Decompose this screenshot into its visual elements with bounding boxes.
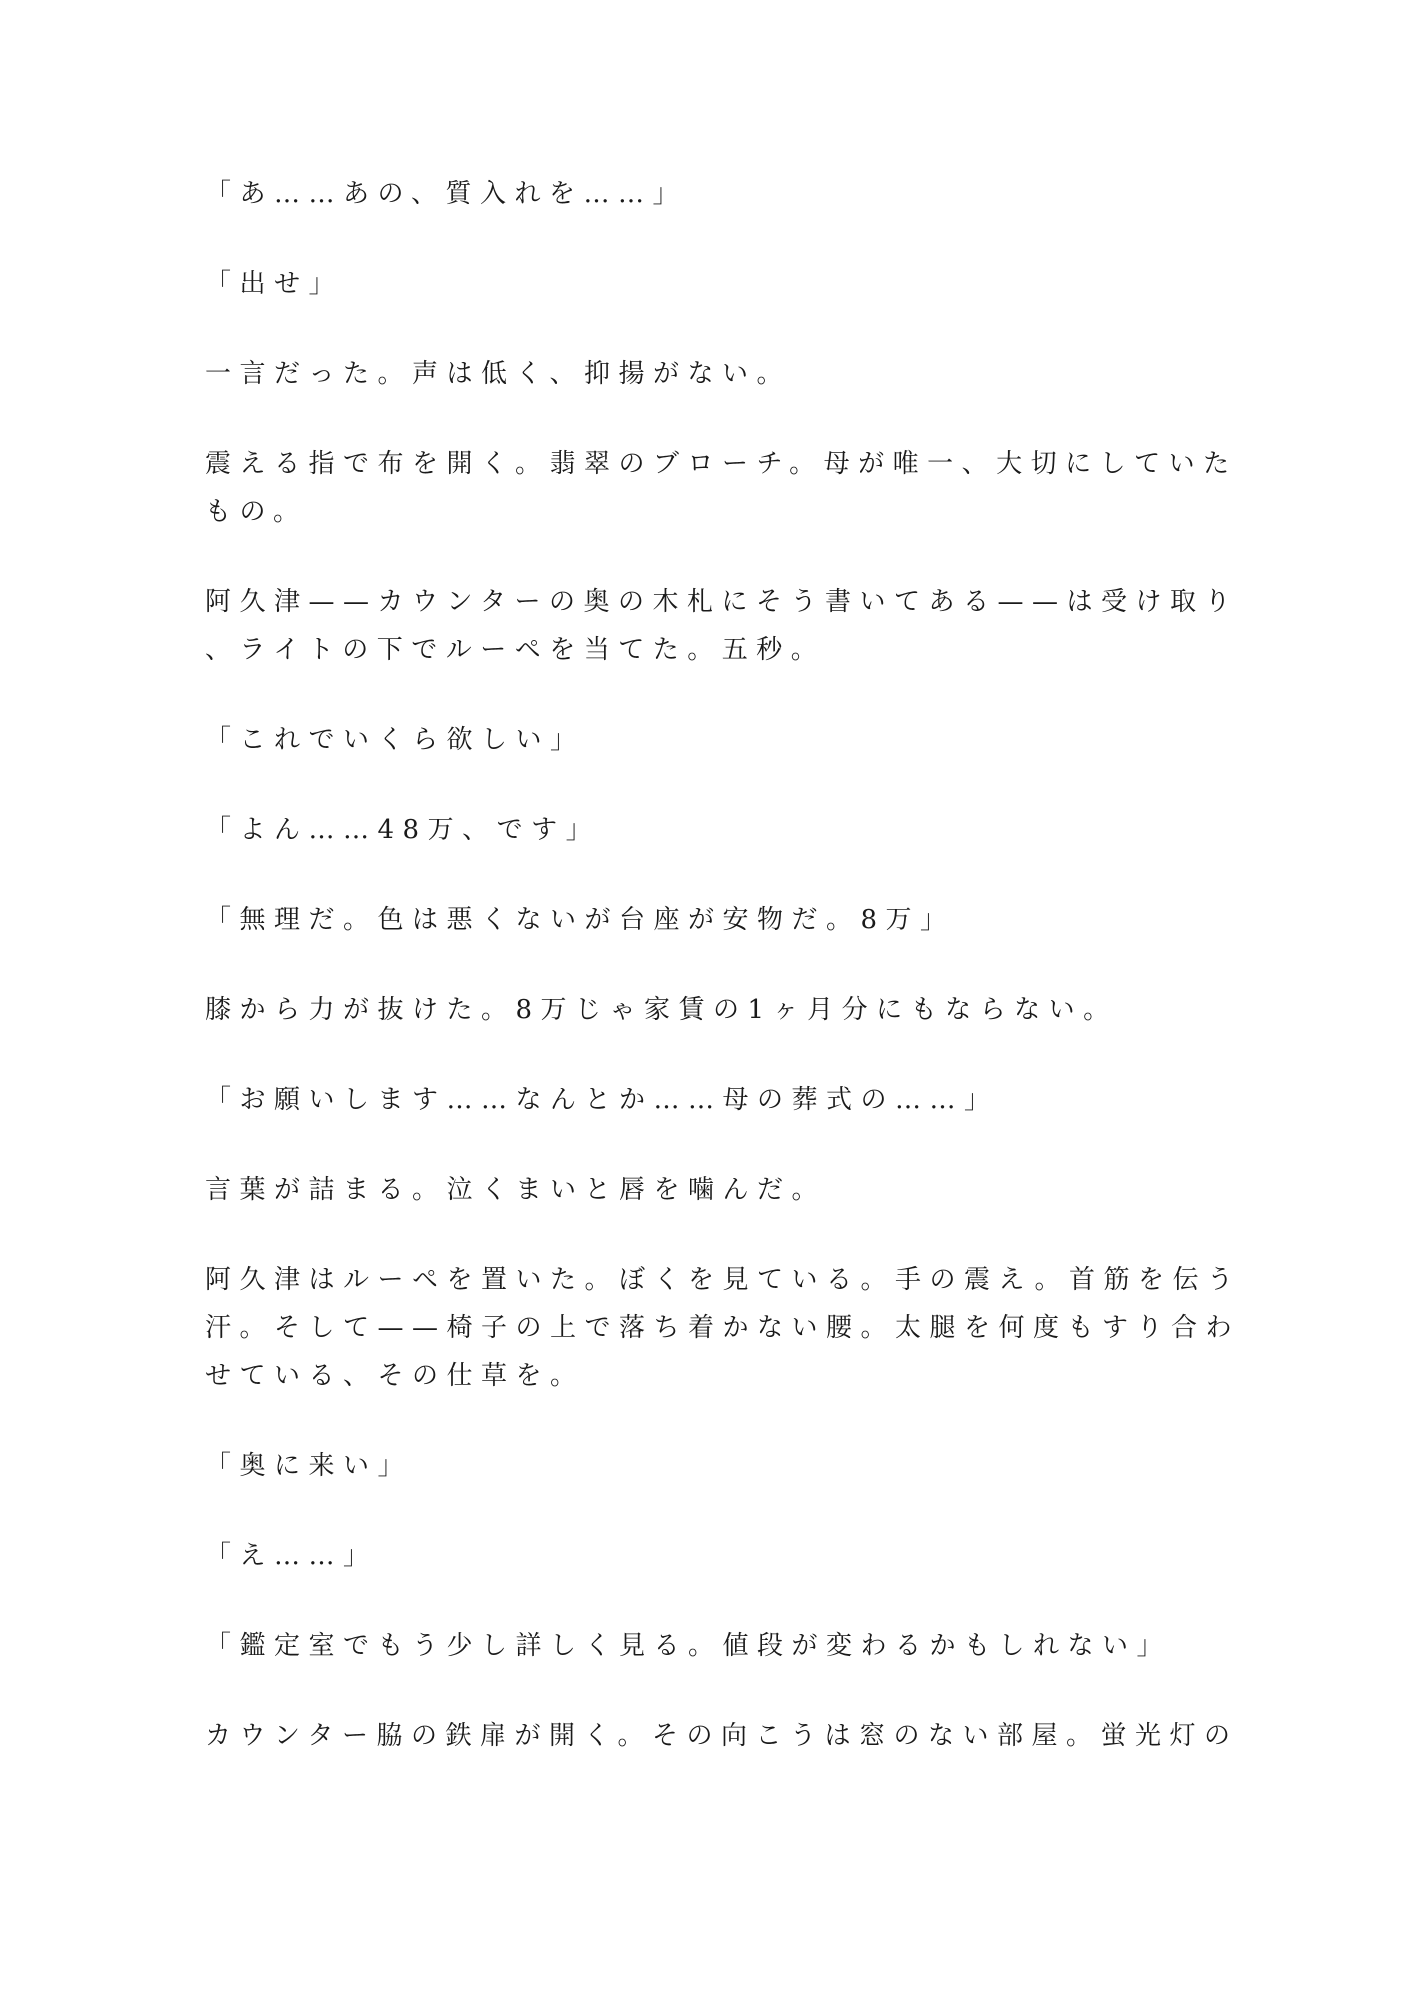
text-line: 一言だった。声は低く、抑揚がない。	[205, 359, 791, 389]
text-line: 汗。そして——椅子の上で落ち着かない腰。太腿を何度もすり合わ	[205, 1313, 1241, 1343]
text-line: 「鑑定室でもう少し詳しく見る。値段が変わるかもしれない」	[205, 1631, 1172, 1661]
text-line: カウンター脇の鉄扉が開く。その向こうは窓のない部屋。蛍光灯の	[205, 1721, 1239, 1751]
paragraph-7	[205, 806, 1215, 854]
paragraph-13	[205, 1442, 1215, 1490]
text-line: 、ライトの下でルーペを当てた。五秒。	[205, 635, 826, 665]
paragraph-1	[205, 170, 1215, 218]
text-line: 「奥に来い」	[205, 1451, 413, 1481]
text-line: せている、その仕草を。	[205, 1361, 585, 1391]
text-line: 震える指で布を開く。翡翠のブローチ。母が唯一、大切にしていた	[205, 449, 1238, 479]
text-line: 「無理だ。色は悪くないが台座が安物だ。8万」	[205, 905, 955, 935]
paragraph-4	[205, 440, 1238, 536]
paragraph-5	[205, 578, 1239, 674]
text-line: 言葉が詰まる。泣くまいと唇を噛んだ。	[205, 1175, 827, 1205]
text-line: もの。	[205, 497, 308, 527]
text-line: 「これでいくら欲しい」	[205, 725, 585, 755]
paragraph-10	[205, 1076, 1215, 1124]
paragraph-8	[205, 896, 1215, 944]
paragraph-15	[205, 1622, 1215, 1670]
text-line: 「え……」	[205, 1541, 378, 1571]
story-text	[205, 170, 1242, 1760]
paragraph-12	[205, 1256, 1242, 1400]
paragraph-11	[205, 1166, 1215, 1214]
text-line: 「出せ」	[205, 269, 344, 299]
text-line: 「よん……48万、です」	[205, 815, 601, 845]
text-line: 阿久津はルーペを置いた。ぼくを見ている。手の震え。首筋を伝う	[205, 1265, 1242, 1295]
paragraph-9	[205, 986, 1215, 1034]
text-line: 阿久津——カウンターの奥の木札にそう書いてある——は受け取り	[205, 587, 1239, 617]
paragraph-16	[205, 1712, 1239, 1760]
paragraph-6	[205, 716, 1215, 764]
text-line: 膝から力が抜けた。8万じゃ家賃の1ヶ月分にもならない。	[205, 995, 1118, 1025]
text-line: 「あ……あの、質入れを……」	[205, 179, 687, 209]
paragraph-2	[205, 260, 1215, 308]
text-line: 「お願いします……なんとか……母の葬式の……」	[205, 1085, 999, 1115]
paragraph-3	[205, 350, 1215, 398]
paragraph-14	[205, 1532, 1215, 1580]
